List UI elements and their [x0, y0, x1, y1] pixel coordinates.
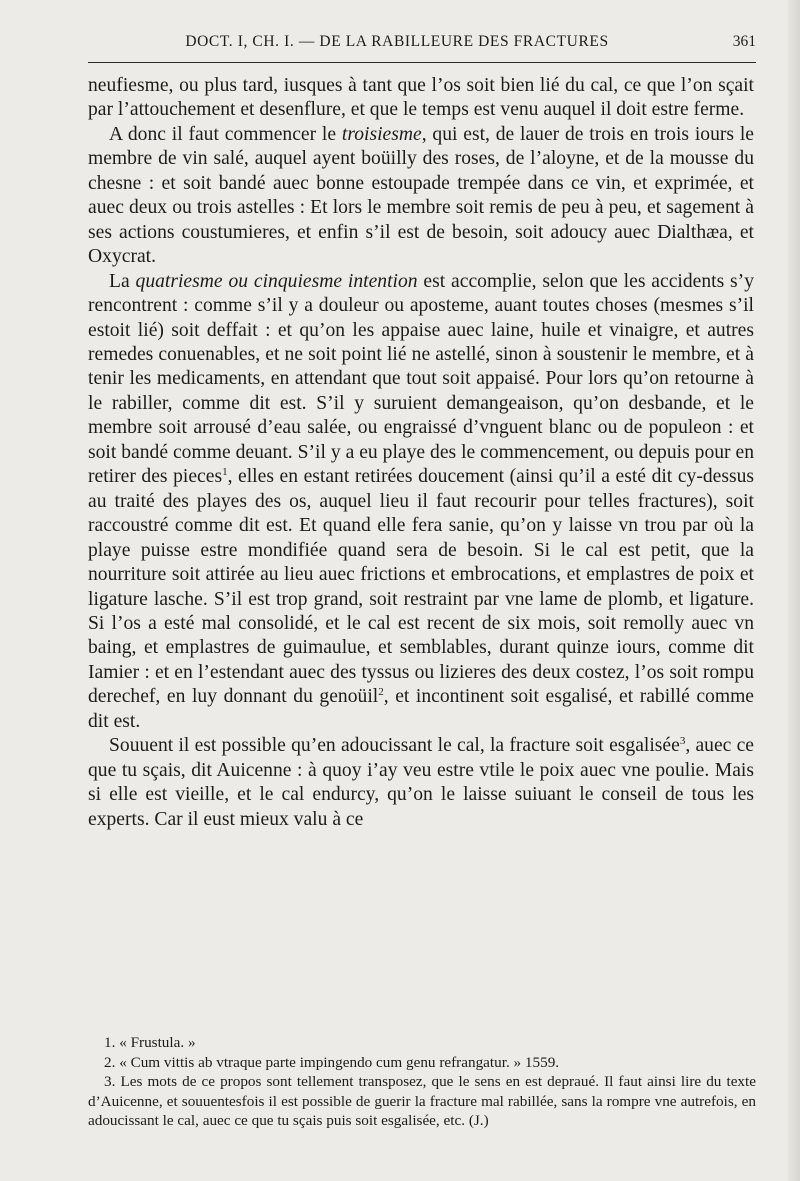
running-head	[88, 30, 756, 58]
paragraph-3-text-b: est accomplie, selon que les accidents s’y rencontrent : comme s’il y a douleur ou aposteme, auant toutes choses (mesmes s’il estoit lié) soit deffait : et qu’on les appaise auec laine, huile et vinaigre, et autres remedes conuenables, et ne soit point lié ne astellé, sinon à soustenir le membre, et à tenir les medicaments, en attendant que tout soit appaisé. Pour lors qu’on retourne à le rabiller, comme dit est. S’il y suruient demangeaison, qu’on desbande, et le membre soit arrousé d’eau salée, ou engraissé d’vnguent blanc ou de populeon : et soit bandé comme deuant. S’il y a eu playe des le commencement, ou depuis pour en retirer des pieces	[88, 270, 754, 488]
paragraph-continued	[88, 74, 754, 123]
footnote-1: 1. « Frustula. »	[104, 1034, 196, 1051]
term-quatriesme-intention: quatriesme ou cinquiesme intention	[135, 270, 418, 292]
running-title: DOCT. I, CH. I. — DE LA RABILLEURE DES FRACTURES	[185, 33, 609, 50]
footnotes	[88, 1033, 756, 1131]
footnote-3: 3. Les mots de ce propos sont tellement transposez, que le sens en est depraué. Il faut ainsi lire du texte d’Auicenne, et souuentesfois il est possible de guerir la fracture mal rabillée, sans la rompre vne autrefois, en adoucissant le cal, auec ce que tu sçais puis soit esgalisée, etc. (J.)	[88, 1073, 756, 1130]
paragraph-3-text-d: , et incontinent soit esgalisé, et rabillé comme dit est.	[88, 686, 755, 732]
paragraph-1-text: neufiesme, ou plus tard, iusques à tant que l’os soit bien lié du cal, ce que l’on sçait par l’attouchement et desenflure, et que le temps est venu auquel il doit estre ferme.	[88, 75, 754, 121]
paragraph-2-text-b: , qui est, de lauer de trois en trois iours le membre de vin salé, auquel ayent boüilly des roses, de l’aloyne, et de la mousse du chesne : et soit bandé auec bonne estoupade trempée dans ce vin, et exprimée, et auec deux ou trois astelles : Et lors le membre soit remis de peu à peu, et sagement à ses actions coustumieres, et enfin s’il est de besoin, soit adoucy auec Dialthæa, et Oxycrat.	[88, 123, 754, 268]
body-text	[88, 74, 754, 832]
page-edge-shadow	[788, 0, 800, 1181]
header-rule	[88, 62, 756, 63]
paragraph-4-text-a: Souuent il est possible qu’en adoucissant le cal, la fracture soit esgalisée	[109, 735, 680, 757]
paragraph-4-text-b: , auec ce que tu sçais, dit Auicenne : à quoy i’ay veu estre vtile le poix auec vne poulie. Mais si elle est vieille, et le cal endurcy, qu’on le laisse suiuant le conseil de tous les experts. Car il eust mieux valu à ce	[88, 735, 755, 830]
paragraph-3-text-c: , elles en estant retirées doucement (ainsi qu’il a esté dit cy-dessus au traité des playes des os, auquel lieu il faut recourir pour telles fractures), soit raccoustré comme dit est. Et quand elle fera sanie, qu’on y laisse vn trou par où la playe puisse estre mondifiée quand sera de besoin. Si le cal est petit, que la nourriture soit attirée au lieu auec frictions et embrocations, et emplastres de poix et ligature lasche. S’il est trop grand, soit restraint par vne lame de plomb, et ligature. Si l’os a esté mal consolidé, et le cal est recent de six mois, soit remolly auec vn baing, et emplastres de guimaulue, et semblables, durant quinze iours, comme dit Iamier : et en l’estendant auec des tyssus ou lizieres des deux costez, l’os soit rompu derechef, en luy donnant du genoüil	[88, 466, 755, 708]
footnote-ref-1: 1	[222, 466, 228, 479]
paragraph-2-text-a: A donc il faut commencer le	[109, 123, 342, 145]
paragraph-troisiesme	[88, 123, 754, 270]
footnote-ref-2: 2	[378, 686, 384, 699]
paragraph-3-text-a: La	[109, 270, 136, 292]
footnote-2: 2. « Cum vittis ab vtraque parte impingendo cum genu refrangatur. » 1559.	[104, 1053, 560, 1071]
paragraph-souuent	[88, 734, 754, 832]
page-number: 361	[732, 33, 756, 50]
term-troisiesme: troisiesme	[341, 123, 422, 145]
paragraph-quatriesme	[88, 270, 754, 735]
footnote-ref-3: 3	[679, 735, 686, 748]
